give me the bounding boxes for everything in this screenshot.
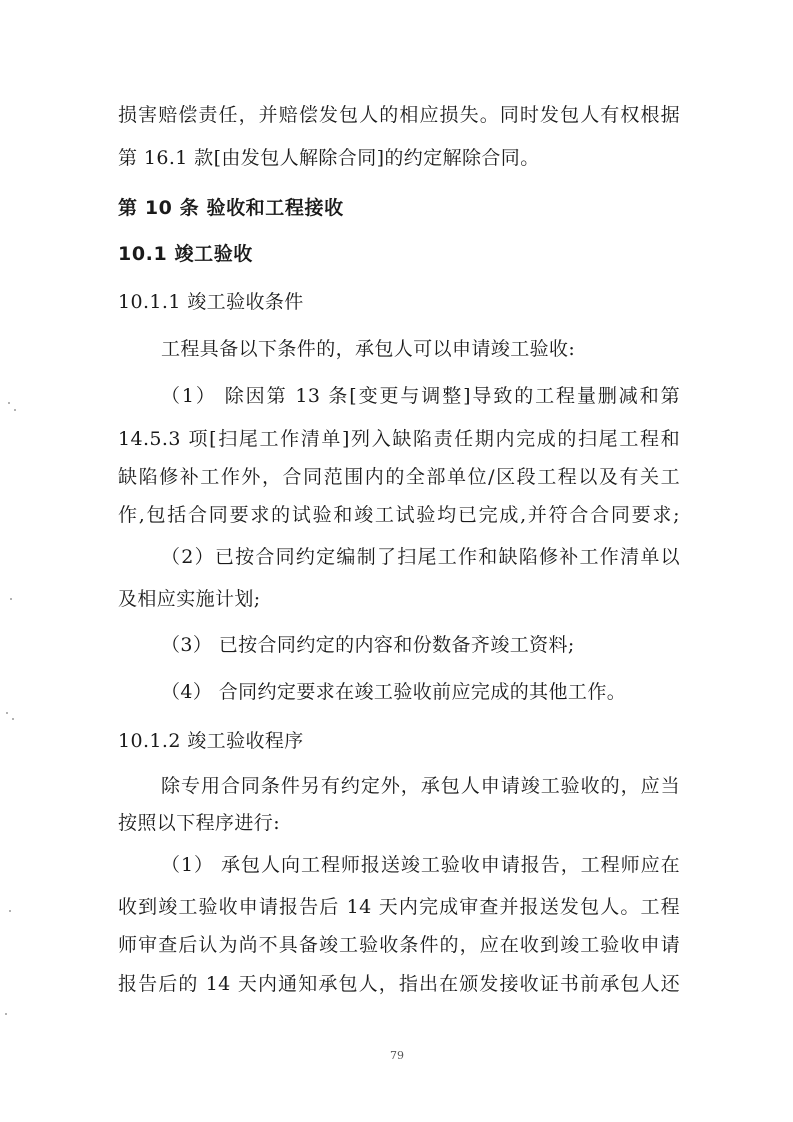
clause-heading: 10.1.2 竣工验收程序 bbox=[118, 730, 304, 752]
scan-speck bbox=[10, 598, 12, 600]
subsection-heading: 10.1 竣工验收 bbox=[118, 243, 253, 265]
list-item: （3） 已按合同约定的内容和份数备齐竣工资料; bbox=[161, 634, 575, 656]
body-line: 14.5.3 项[扫尾工作清单]列入缺陷责任期内完成的扫尾工程和 bbox=[118, 428, 680, 450]
page-number: 79 bbox=[390, 1049, 404, 1062]
scan-speck bbox=[5, 1013, 7, 1015]
body-line: 工程具备以下条件的，承包人可以申请竣工验收: bbox=[161, 338, 576, 360]
body-line: 作,包括合同要求的试验和竣工试验均已完成,并符合合同要求; bbox=[118, 504, 680, 526]
list-item: （1） 承包人向工程师报送竣工验收申请报告，工程师应在 bbox=[161, 854, 680, 876]
clause-heading: 10.1.1 竣工验收条件 bbox=[118, 291, 304, 313]
body-line: 报告后的 14 天内通知承包人，指出在颁发接收证书前承包人还 bbox=[118, 973, 680, 995]
body-line: 除专用合同条件另有约定外，承包人申请竣工验收的，应当 bbox=[161, 775, 680, 797]
body-line: 按照以下程序进行: bbox=[118, 812, 281, 834]
scan-speck bbox=[6, 712, 8, 714]
body-line: 收到竣工验收申请报告后 14 天内完成审查并报送发包人。工程 bbox=[118, 896, 680, 918]
body-line: 缺陷修补工作外，合同范围内的全部单位/区段工程以及有关工 bbox=[118, 466, 680, 488]
scan-speck bbox=[12, 718, 14, 720]
scan-speck bbox=[9, 910, 11, 912]
scan-speck bbox=[14, 409, 16, 411]
list-item: （4） 合同约定要求在竣工验收前应完成的其他工作。 bbox=[161, 681, 627, 703]
body-line: 师审查后认为尚不具备竣工验收条件的，应在收到竣工验收申请 bbox=[118, 934, 680, 956]
body-line: 损害赔偿责任，并赔偿发包人的相应损失。同时发包人有权根据 bbox=[118, 104, 680, 126]
list-item: （1） 除因第 13 条[变更与调整]导致的工程量删减和第 bbox=[161, 385, 680, 407]
scan-speck bbox=[8, 402, 10, 404]
section-heading: 第 10 条 验收和工程接收 bbox=[118, 197, 344, 219]
list-item: （2）已按合同约定编制了扫尾工作和缺陷修补工作清单以 bbox=[161, 546, 680, 568]
body-line: 第 16.1 款[由发包人解除合同]的约定解除合同。 bbox=[118, 147, 540, 169]
body-line: 及相应实施计划; bbox=[118, 588, 261, 610]
